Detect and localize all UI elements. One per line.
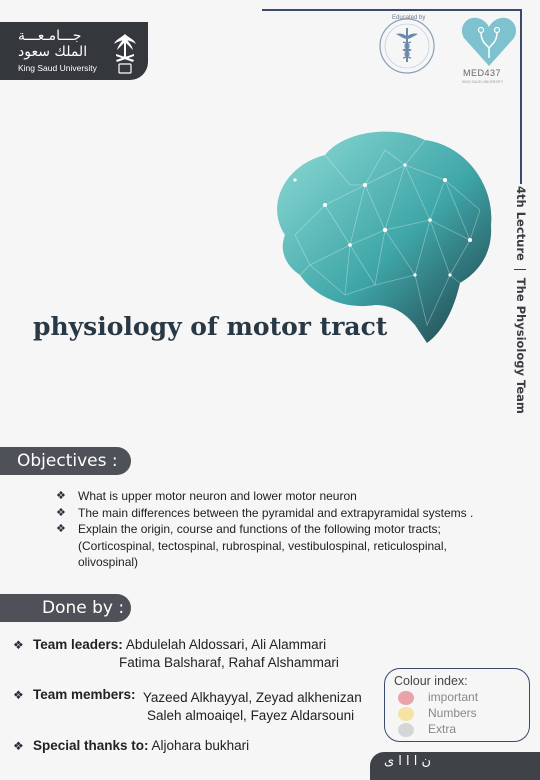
educated-by-badge — [374, 12, 440, 78]
swatch-numbers — [398, 707, 414, 721]
diamond-bullet-icon: ❖ — [56, 523, 66, 535]
diamond-bullet-icon: ❖ — [13, 638, 24, 652]
colour-index-title: Colour index: — [394, 674, 468, 688]
colour-index-numbers: Numbers — [398, 706, 477, 721]
ksu-logo-arabic: جـــامـعـــة الملك سعود — [18, 28, 88, 60]
palm-swords-icon — [112, 30, 138, 74]
lecture-number: 4th Lecture — [514, 186, 528, 261]
objectives-heading: Objectives : — [0, 447, 131, 475]
diamond-bullet-icon: ❖ — [13, 739, 24, 753]
badge-caption: Educated by — [392, 15, 426, 21]
frame-line-right — [520, 9, 522, 184]
diamond-bullet-icon: ❖ — [13, 688, 24, 702]
team-name: The Physiology Team — [514, 277, 528, 414]
special-thanks: ❖ Special thanks to: Aljohara bukhari — [13, 738, 250, 753]
swatch-extra — [398, 723, 414, 737]
swatch-important — [398, 691, 414, 705]
med437-subcaption: KING SAUD UNIVERSITY — [462, 80, 504, 84]
ksu-logo-english: King Saud University — [18, 63, 97, 73]
objectives-list — [56, 488, 476, 571]
med437-caption: MED437 — [463, 68, 502, 78]
done-by-heading: Done by : — [0, 594, 131, 622]
ksu-logo — [0, 22, 148, 80]
colour-index-extra: Extra — [398, 722, 456, 737]
frame-line-top — [262, 9, 522, 11]
list-item: ❖ What is upper motor neuron and lower motor neuron — [56, 489, 357, 503]
page-title: physiology of motor tract — [33, 312, 388, 341]
diamond-bullet-icon: ❖ — [56, 506, 66, 519]
footer-signature: ن ا ا ا ى — [384, 754, 432, 769]
list-item: ❖ The main differences between the pyramidal and extrapyramidal systems . — [56, 505, 474, 520]
list-item: ❖ Explain the origin, course and functions of the following motor tracts; (Corticospinal, tectospinal, rubrospinal, vestibulospinal, reticulospinal, olivospinal) — [56, 522, 447, 569]
colour-index-important: important — [398, 690, 478, 705]
med437-heart-logo — [460, 14, 518, 68]
team-leaders: ❖ Team leaders: Abdulelah Aldossari, Ali Alammari Fatima Balsharaf, Rahaf Alshammari — [13, 637, 339, 670]
side-label — [514, 186, 528, 414]
team-members: ❖ Team members: Yazeed Alkhayyal, Zeyad alkhenizan Saleh almoaiqel, Fayez Aldarsouni — [13, 687, 362, 723]
diamond-bullet-icon: ❖ — [56, 490, 66, 502]
